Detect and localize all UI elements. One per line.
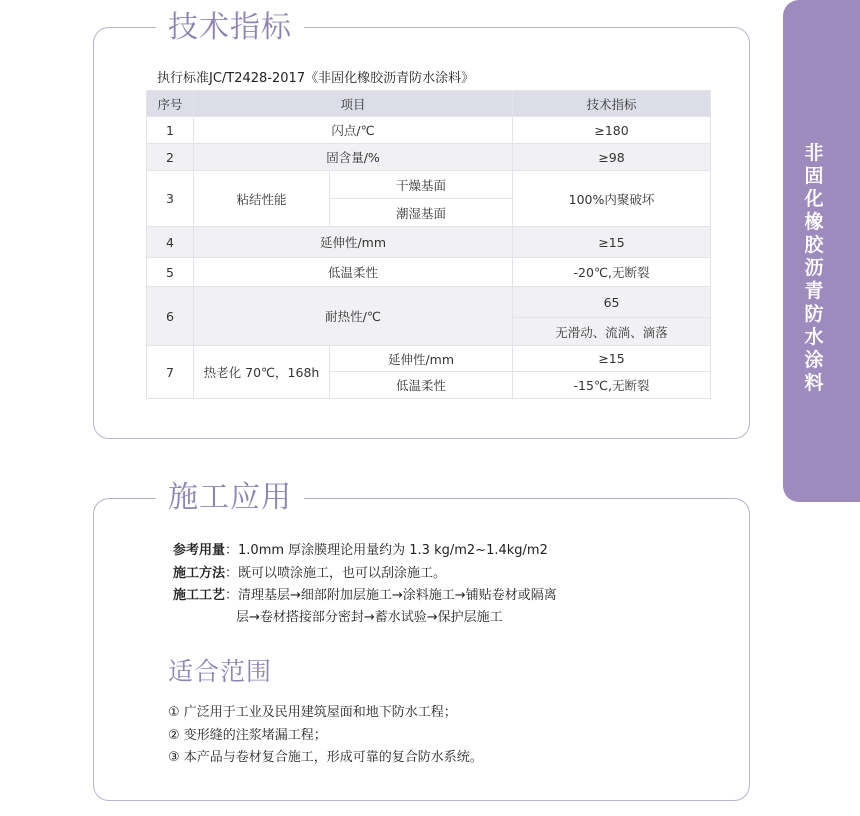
- row-value: 100%内聚破坏: [513, 171, 711, 227]
- spec-heading: 技术指标: [156, 8, 304, 48]
- spec-table: [146, 90, 711, 399]
- scope-heading: 适合范围: [168, 652, 272, 692]
- usage-text: ：1.0mm 厚涂膜理论用量约为 1.3 kg/m2~1.4kg/m2: [225, 543, 548, 558]
- table-row: [147, 144, 711, 171]
- row-subitem: 干燥基面: [330, 171, 513, 199]
- row-value: ≥15: [513, 346, 711, 372]
- row-value: ≥15: [513, 227, 711, 258]
- row-value: 无滑动、流淌、滴落: [513, 318, 711, 346]
- row-value: -15℃,无断裂: [513, 372, 711, 399]
- table-row: [147, 227, 711, 258]
- method-text: ：既可以喷涂施工，也可以刮涂施工。: [225, 566, 447, 581]
- process-text: ：清理基层→细部附加层施工→涂料施工→铺贴卷材或隔离: [225, 588, 557, 603]
- table-row: [147, 171, 711, 199]
- row-subitem: 延伸性/mm: [330, 346, 513, 372]
- row-subitem: 潮湿基面: [330, 199, 513, 227]
- row-item: 耐热性/℃: [194, 287, 513, 346]
- process-line-2: 层→卷材搭接部分密封→蓄水试验→保护层施工: [236, 610, 503, 625]
- sidebar-title: 非固化橡胶沥青防水涂料: [804, 142, 824, 394]
- usage-label: 参考用量: [173, 543, 226, 558]
- header-value: 技术指标: [513, 91, 711, 117]
- row-no: 2: [147, 144, 194, 171]
- process-line: [173, 584, 557, 603]
- row-no: 7: [147, 346, 194, 399]
- standard-text: 执行标准JC/T2428-2017《非固化橡胶沥青防水涂料》: [157, 71, 475, 86]
- list-item: ① 广泛用于工业及民用建筑屋面和地下防水工程；: [168, 705, 457, 720]
- list-item: ③ 本产品与卷材复合施工，形成可靠的复合防水系统。: [168, 750, 483, 765]
- table-header-row: [147, 91, 711, 117]
- table-row: [147, 287, 711, 318]
- row-value: ≥180: [513, 117, 711, 144]
- process-label: 施工工艺: [173, 588, 226, 603]
- row-value: ≥98: [513, 144, 711, 171]
- table-row: [147, 258, 711, 287]
- row-subitem: 低温柔性: [330, 372, 513, 399]
- row-value: -20℃,无断裂: [513, 258, 711, 287]
- row-item: 固含量/%: [194, 144, 513, 171]
- row-item: 低温柔性: [194, 258, 513, 287]
- row-no: 3: [147, 171, 194, 227]
- row-item: 闪点/℃: [194, 117, 513, 144]
- row-no: 1: [147, 117, 194, 144]
- table-row: [147, 346, 711, 372]
- header-item: 项目: [194, 91, 513, 117]
- list-item: ② 变形缝的注浆堵漏工程；: [168, 728, 327, 743]
- row-value: 65: [513, 287, 711, 318]
- usage-line: [173, 539, 548, 558]
- row-item: 热老化 70℃，168h: [194, 346, 330, 399]
- row-item: 延伸性/mm: [194, 227, 513, 258]
- header-no: 序号: [147, 91, 194, 117]
- row-no: 5: [147, 258, 194, 287]
- row-item: 粘结性能: [194, 171, 330, 227]
- row-no: 4: [147, 227, 194, 258]
- construction-heading: 施工应用: [156, 478, 304, 518]
- method-line: [173, 562, 446, 581]
- table-row: [147, 117, 711, 144]
- method-label: 施工方法: [173, 566, 226, 581]
- row-no: 6: [147, 287, 194, 346]
